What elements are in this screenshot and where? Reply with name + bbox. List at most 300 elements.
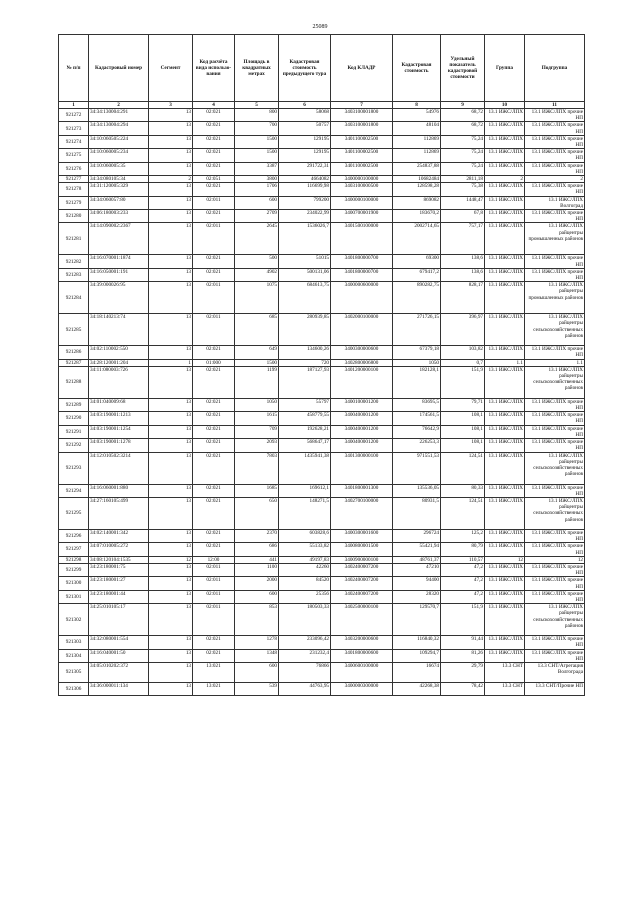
cell-cadastral-number: 34:10:060005:35 bbox=[89, 162, 149, 175]
cell-unit-cost: 79,71 bbox=[441, 398, 485, 411]
cell-cadastral-number: 34:02:140001:342 bbox=[89, 529, 149, 542]
cell-kladr-code: 3400000100000 bbox=[331, 176, 393, 183]
cell-cadastral-number: 34:25:010105:17 bbox=[89, 604, 149, 636]
cell-cadastral-cost: 69300 bbox=[393, 255, 441, 268]
cell-segment: 13 bbox=[149, 196, 193, 209]
cell-cadastral-number: 34:03:190001:1278 bbox=[89, 439, 149, 452]
cell-usage-code: 02:011 bbox=[193, 282, 235, 314]
cell-kladr-code: 3400300000600 bbox=[331, 346, 393, 359]
table-row bbox=[59, 452, 585, 484]
cell-cadastral-cost: 47210 bbox=[393, 563, 441, 576]
cell-group: 13.1 ИЖС/ЛПХ bbox=[485, 636, 525, 649]
column-header: Кадастровый номер bbox=[89, 35, 149, 102]
cell-row-id: 921272 bbox=[59, 109, 89, 122]
cell-kladr-code: 3401100002500 bbox=[331, 135, 393, 148]
cell-segment: 13 bbox=[149, 398, 193, 411]
cell-usage-code: 02:021 bbox=[193, 162, 235, 175]
table-row bbox=[59, 425, 585, 438]
cell-previous-cost: 280939,85 bbox=[279, 314, 331, 346]
cell-kladr-code: 3403200000600 bbox=[331, 636, 393, 649]
cell-unit-cost: 828,17 bbox=[441, 282, 485, 314]
cell-kladr-code: 3400400001200 bbox=[331, 425, 393, 438]
cell-row-id: 921283 bbox=[59, 268, 89, 281]
cell-row-id: 921296 bbox=[59, 529, 89, 542]
cell-segment: 13 bbox=[149, 577, 193, 590]
cell-unit-cost: 47,2 bbox=[441, 590, 485, 603]
cell-usage-code: 02:021 bbox=[193, 122, 235, 135]
table-row bbox=[59, 543, 585, 556]
cell-subgroup: 13.1 ИЖС/ЛПХ райцентры сельскохозяйственных районов bbox=[525, 314, 585, 346]
cell-group: 13.1 ИЖС/ЛПХ bbox=[485, 122, 525, 135]
cell-unit-cost: 151,9 bbox=[441, 604, 485, 636]
cell-group: 13.1 ИЖС/ЛПХ bbox=[485, 412, 525, 425]
cell-kladr-code: 3401300000100 bbox=[331, 452, 393, 484]
cell-segment: 13 bbox=[149, 282, 193, 314]
cell-usage-code: 02:021 bbox=[193, 412, 235, 425]
cell-previous-cost: 50757 bbox=[279, 122, 331, 135]
cell-cadastral-cost: 271726,15 bbox=[393, 314, 441, 346]
cell-cadastral-number: 34:34:130004:294 bbox=[89, 122, 149, 135]
cell-previous-cost: 4664082 bbox=[279, 176, 331, 183]
cell-cadastral-number: 34:02:110002:550 bbox=[89, 346, 149, 359]
cell-usage-code: 02:021 bbox=[193, 529, 235, 542]
cell-segment: 13 bbox=[149, 649, 193, 662]
cell-cadastral-number: 34:39:000026:95 bbox=[89, 282, 149, 314]
cell-row-id: 921294 bbox=[59, 484, 89, 497]
cell-usage-code: 02:021 bbox=[193, 210, 235, 223]
table-row bbox=[59, 484, 585, 497]
cell-subgroup: 2 bbox=[525, 176, 585, 183]
cell-unit-cost: 47,2 bbox=[441, 563, 485, 576]
cell-area: 1500 bbox=[235, 359, 279, 366]
cell-unit-cost: 108,1 bbox=[441, 439, 485, 452]
cell-group: 13.1 ИЖС/ЛПХ bbox=[485, 109, 525, 122]
cell-group: 13.1 ИЖС/ЛПХ bbox=[485, 497, 525, 529]
cell-area: 500 bbox=[235, 255, 279, 268]
cell-unit-cost: 81,26 bbox=[441, 649, 485, 662]
cell-group: 13.1 ИЖС/ЛПХ bbox=[485, 255, 525, 268]
cell-cadastral-cost: 971551,53 bbox=[393, 452, 441, 484]
cell-previous-cost: 129195 bbox=[279, 135, 331, 148]
cell-cadastral-cost: 183670,2 bbox=[393, 210, 441, 223]
cell-previous-cost: 55133,82 bbox=[279, 543, 331, 556]
cell-row-id: 921284 bbox=[59, 282, 89, 314]
cell-row-id: 921277 bbox=[59, 176, 89, 183]
cell-segment: 13 bbox=[149, 183, 193, 196]
cell-cadastral-number: 34:36:000011:134 bbox=[89, 682, 149, 695]
table-row bbox=[59, 346, 585, 359]
cell-row-id: 921286 bbox=[59, 346, 89, 359]
column-header: Удельный показатель кадастровой стоимости bbox=[441, 35, 485, 102]
cell-group: 13.1 ИЖС/ЛПХ bbox=[485, 484, 525, 497]
cell-group: 13.1 ИЖС/ЛПХ bbox=[485, 439, 525, 452]
cell-previous-cost: 291722,31 bbox=[279, 162, 331, 175]
cell-usage-code: 02:021 bbox=[193, 135, 235, 148]
cell-kladr-code: 3403100001800 bbox=[331, 109, 393, 122]
cell-usage-code: 02:021 bbox=[193, 439, 235, 452]
cell-segment: 13 bbox=[149, 529, 193, 542]
cell-group: 13.1 ИЖС/ЛПХ bbox=[485, 425, 525, 438]
cell-row-id: 921275 bbox=[59, 149, 89, 162]
table-row bbox=[59, 366, 585, 398]
table-row bbox=[59, 314, 585, 346]
cell-row-id: 921293 bbox=[59, 452, 89, 484]
cell-area: 685 bbox=[235, 314, 279, 346]
cell-area: 800 bbox=[235, 109, 279, 122]
cell-subgroup: 13.1 ИЖС/ЛПХ прочие НП bbox=[525, 412, 585, 425]
cell-segment: 13 bbox=[149, 662, 193, 682]
column-number: 9 bbox=[441, 102, 485, 109]
column-number-row bbox=[59, 102, 585, 109]
cell-previous-cost: 568647,17 bbox=[279, 439, 331, 452]
cell-row-id: 921291 bbox=[59, 425, 89, 438]
cell-usage-code: 02:021 bbox=[193, 497, 235, 529]
cell-cadastral-number: 34:27:160105:499 bbox=[89, 497, 149, 529]
column-number: 11 bbox=[525, 102, 585, 109]
cell-previous-cost: 231232,4 bbox=[279, 649, 331, 662]
cell-previous-cost: 116699,98 bbox=[279, 183, 331, 196]
cell-subgroup: 13.1 ИЖС/ЛПХ прочие НП bbox=[525, 563, 585, 576]
cell-group: 13.1 ИЖС/ЛПХ bbox=[485, 366, 525, 398]
cell-segment: 13 bbox=[149, 590, 193, 603]
cell-cadastral-number: 34:10:060505:224 bbox=[89, 135, 149, 148]
cell-previous-cost: 44763,95 bbox=[279, 682, 331, 695]
cell-subgroup: 13.1 ИЖС/ЛПХ прочие НП bbox=[525, 484, 585, 497]
cell-area: 1050 bbox=[235, 398, 279, 411]
cell-segment: 13 bbox=[149, 268, 193, 281]
cell-cadastral-number: 34:05:010202:372 bbox=[89, 662, 149, 682]
cell-group: 13.1 ИЖС/ЛПХ bbox=[485, 529, 525, 542]
cell-usage-code: 02:011 bbox=[193, 590, 235, 603]
cell-area: 2709 bbox=[235, 210, 279, 223]
cell-cadastral-number: 34:16:050001:191 bbox=[89, 268, 149, 281]
cell-kladr-code: 3401100002500 bbox=[331, 162, 393, 175]
cell-cadastral-number: 34:11:080003:726 bbox=[89, 366, 149, 398]
cell-unit-cost: 67,8 bbox=[441, 210, 485, 223]
cell-segment: 13 bbox=[149, 314, 193, 346]
cadastral-table bbox=[58, 34, 585, 696]
cell-subgroup: 13.1 ИЖС/ЛПХ прочие НП bbox=[525, 183, 585, 196]
cell-cadastral-cost: 116840,32 bbox=[393, 636, 441, 649]
cell-previous-cost: 42260 bbox=[279, 563, 331, 576]
column-number: 2 bbox=[89, 102, 149, 109]
cell-group: 13.3 СНТ bbox=[485, 662, 525, 682]
cell-group: 13.1 ИЖС/ЛПХ bbox=[485, 649, 525, 662]
cell-usage-code: 13:021 bbox=[193, 662, 235, 682]
cell-usage-code: 02:021 bbox=[193, 649, 235, 662]
cell-previous-cost: 799200 bbox=[279, 196, 331, 209]
cell-usage-code: 02:021 bbox=[193, 109, 235, 122]
table-row bbox=[59, 649, 585, 662]
cell-area: 3800 bbox=[235, 176, 279, 183]
cell-row-id: 921285 bbox=[59, 314, 89, 346]
cell-cadastral-number: 34:16:040001:50 bbox=[89, 649, 149, 662]
column-number: 6 bbox=[279, 102, 331, 109]
cell-kladr-code: 3400700001900 bbox=[331, 210, 393, 223]
cell-area: 600 bbox=[235, 662, 279, 682]
cell-subgroup: 13.3 СНТ/Агрегация Волгограда bbox=[525, 662, 585, 682]
table-row bbox=[59, 359, 585, 366]
cell-previous-cost: 51015 bbox=[279, 255, 331, 268]
cell-kladr-code: 3400000600000 bbox=[331, 282, 393, 314]
cell-segment: 13 bbox=[149, 682, 193, 695]
cell-area: 709 bbox=[235, 425, 279, 438]
cell-usage-code: 02:021 bbox=[193, 268, 235, 281]
cell-row-id: 921274 bbox=[59, 135, 89, 148]
cell-group: 13.3 СНТ bbox=[485, 682, 525, 695]
cell-kladr-code: 3402000100000 bbox=[331, 314, 393, 346]
cell-kladr-code: 3400900000100 bbox=[331, 556, 393, 563]
cell-segment: 13 bbox=[149, 425, 193, 438]
cell-subgroup: 13.1 ИЖС/ЛПХ прочие НП bbox=[525, 529, 585, 542]
cell-row-id: 921299 bbox=[59, 563, 89, 576]
cell-cadastral-number: 34:03:190001:1213 bbox=[89, 412, 149, 425]
cell-row-id: 921278 bbox=[59, 183, 89, 196]
table-row bbox=[59, 662, 585, 682]
cell-row-id: 921298 bbox=[59, 556, 89, 563]
cell-cadastral-number: 34:12:010502:3214 bbox=[89, 452, 149, 484]
cell-previous-cost: 684613,75 bbox=[279, 282, 331, 314]
cell-segment: 13 bbox=[149, 255, 193, 268]
cell-area: 1100 bbox=[235, 563, 279, 576]
cell-unit-cost: 2811,18 bbox=[441, 176, 485, 183]
cell-cadastral-number: 34:03:190001:1254 bbox=[89, 425, 149, 438]
cell-subgroup: 13.1 ИЖС/ЛПХ райцентры сельскохозяйственных районов bbox=[525, 452, 585, 484]
cell-kladr-code: 3400400001200 bbox=[331, 412, 393, 425]
cell-previous-cost: 500131,06 bbox=[279, 268, 331, 281]
cell-group: 13.1 ИЖС/ЛПХ bbox=[485, 590, 525, 603]
cell-kladr-code: 3400100001200 bbox=[331, 398, 393, 411]
table-row bbox=[59, 636, 585, 649]
cell-group: 13.1 ИЖС/ЛПХ bbox=[485, 398, 525, 411]
cell-unit-cost: 68,72 bbox=[441, 109, 485, 122]
cell-unit-cost: 80,33 bbox=[441, 484, 485, 497]
cell-area: 1500 bbox=[235, 149, 279, 162]
table-body bbox=[59, 109, 585, 696]
cell-subgroup: 13.1 ИЖС/ЛПХ райцентры сельскохозяйственных районов bbox=[525, 497, 585, 529]
cell-unit-cost: 91,44 bbox=[441, 636, 485, 649]
cell-unit-cost: 80,79 bbox=[441, 543, 485, 556]
cell-area: 4902 bbox=[235, 268, 279, 281]
cell-cadastral-number: 34:31:120005:329 bbox=[89, 183, 149, 196]
cell-row-id: 921289 bbox=[59, 398, 89, 411]
cell-unit-cost: 0,7 bbox=[441, 359, 485, 366]
cell-cadastral-number: 34:23:180001:75 bbox=[89, 563, 149, 576]
cell-row-id: 921302 bbox=[59, 604, 89, 636]
cell-usage-code: 02:021 bbox=[193, 484, 235, 497]
cell-kladr-code: 3403100001800 bbox=[331, 122, 393, 135]
cell-row-id: 921288 bbox=[59, 366, 89, 398]
table-row bbox=[59, 223, 585, 255]
cell-unit-cost: 124,51 bbox=[441, 452, 485, 484]
cell-kladr-code: 3402700100000 bbox=[331, 497, 393, 529]
table-row bbox=[59, 135, 585, 148]
cell-kladr-code: 3402400007200 bbox=[331, 590, 393, 603]
cell-row-id: 921304 bbox=[59, 649, 89, 662]
cell-kladr-code: 3400800001500 bbox=[331, 543, 393, 556]
table-row bbox=[59, 196, 585, 209]
cell-area: 1500 bbox=[235, 135, 279, 148]
cell-group: 12 bbox=[485, 556, 525, 563]
cell-segment: 13 bbox=[149, 484, 193, 497]
cell-cadastral-cost: 226253,3 bbox=[393, 439, 441, 452]
cell-subgroup: 13.1 ИЖС/ЛПХ райцентры промышленных районов bbox=[525, 282, 585, 314]
cell-area: 2000 bbox=[235, 577, 279, 590]
table-row bbox=[59, 529, 585, 542]
cell-kladr-code: 3400000300000 bbox=[331, 682, 393, 695]
cell-row-id: 921280 bbox=[59, 210, 89, 223]
cell-segment: 13 bbox=[149, 366, 193, 398]
cell-segment: 13 bbox=[149, 162, 193, 175]
table-row bbox=[59, 210, 585, 223]
table-row bbox=[59, 563, 585, 576]
cell-kladr-code: 3400300001600 bbox=[331, 529, 393, 542]
column-number: 5 bbox=[235, 102, 279, 109]
cell-unit-cost: 75,24 bbox=[441, 162, 485, 175]
cell-cadastral-number: 34:28:120001:204 bbox=[89, 359, 149, 366]
cell-kladr-code: 3400600100000 bbox=[331, 662, 393, 682]
cell-cadastral-number: 34:16:070001:1874 bbox=[89, 255, 149, 268]
cell-cadastral-cost: 10682484 bbox=[393, 176, 441, 183]
cell-area: 3387 bbox=[235, 162, 279, 175]
cell-segment: 13 bbox=[149, 210, 193, 223]
cell-kladr-code: 3401800000700 bbox=[331, 268, 393, 281]
cell-cadastral-cost: 182128,1 bbox=[393, 366, 441, 398]
cell-cadastral-number: 34:16:060001:880 bbox=[89, 484, 149, 497]
cell-subgroup: 13.1 ИЖС/ЛПХ прочие НП bbox=[525, 268, 585, 281]
cell-usage-code: 02:021 bbox=[193, 346, 235, 359]
cell-kladr-code: 3401200000100 bbox=[331, 366, 393, 398]
cell-row-id: 921281 bbox=[59, 223, 89, 255]
cell-cadastral-cost: 128598,28 bbox=[393, 183, 441, 196]
table-row bbox=[59, 268, 585, 281]
cell-usage-code: 02:021 bbox=[193, 183, 235, 196]
cell-group: 13.1 ИЖС/ЛПХ bbox=[485, 314, 525, 346]
cell-subgroup: 13.1 ИЖС/ЛПХ прочие НП bbox=[525, 210, 585, 223]
cell-usage-code: 02:021 bbox=[193, 636, 235, 649]
cell-cadastral-cost: 42268,38 bbox=[393, 682, 441, 695]
cell-usage-code: 02:021 bbox=[193, 149, 235, 162]
cell-subgroup: 13.1 ИЖС/ЛПХ прочие НП bbox=[525, 577, 585, 590]
column-number: 7 bbox=[331, 102, 393, 109]
cell-area: 700 bbox=[235, 122, 279, 135]
cell-kladr-code: 3401800000700 bbox=[331, 255, 393, 268]
cell-cadastral-cost: 109294,7 bbox=[393, 649, 441, 662]
cell-previous-cost: 458779,55 bbox=[279, 412, 331, 425]
cell-area: 1706 bbox=[235, 183, 279, 196]
cell-usage-code: 02:021 bbox=[193, 398, 235, 411]
cell-unit-cost: 138,6 bbox=[441, 268, 485, 281]
cell-previous-cost: 134600,26 bbox=[279, 346, 331, 359]
cell-area: 853 bbox=[235, 604, 279, 636]
cell-unit-cost: 68,72 bbox=[441, 122, 485, 135]
cell-unit-cost: 75,38 bbox=[441, 183, 485, 196]
cell-cadastral-number: 34:06:180003:233 bbox=[89, 210, 149, 223]
cell-unit-cost: 125,2 bbox=[441, 529, 485, 542]
cell-cadastral-cost: 112869 bbox=[393, 149, 441, 162]
table-row bbox=[59, 109, 585, 122]
cell-cadastral-number: 34:34:130004:291 bbox=[89, 109, 149, 122]
cell-area: 2370 bbox=[235, 529, 279, 542]
cell-cadastral-cost: 2002714,65 bbox=[393, 223, 441, 255]
cell-subgroup: 13.1 ИЖС/ЛПХ прочие НП bbox=[525, 122, 585, 135]
cell-group: 13.1 ИЖС/ЛПХ bbox=[485, 452, 525, 484]
table-row bbox=[59, 255, 585, 268]
cell-usage-code: 02:011 bbox=[193, 314, 235, 346]
cell-subgroup: 13.1 ИЖС/ЛПХ прочие НП bbox=[525, 162, 585, 175]
cell-cadastral-cost: 94400 bbox=[393, 577, 441, 590]
cell-kladr-code: 3403100000500 bbox=[331, 183, 393, 196]
table-row bbox=[59, 176, 585, 183]
cell-unit-cost: 110,57 bbox=[441, 556, 485, 563]
cell-group: 2 bbox=[485, 176, 525, 183]
cell-previous-cost: 148271,5 bbox=[279, 497, 331, 529]
cell-area: 650 bbox=[235, 497, 279, 529]
cell-previous-cost: 76866 bbox=[279, 662, 331, 682]
cell-subgroup: 13.1 ИЖС/ЛПХ райцентры промышленных районов bbox=[525, 223, 585, 255]
cell-subgroup: 13.1 ИЖС/ЛПХ прочие НП bbox=[525, 346, 585, 359]
cell-usage-code: 02:051 bbox=[193, 176, 235, 183]
cell-area: 2093 bbox=[235, 439, 279, 452]
cell-row-id: 921297 bbox=[59, 543, 89, 556]
page-number: 25089 bbox=[312, 24, 328, 30]
column-number: 8 bbox=[393, 102, 441, 109]
cell-subgroup: 13.1 ИЖС/ЛПХ райцентры сельскохозяйственных районов bbox=[525, 604, 585, 636]
cell-area: 1199 bbox=[235, 366, 279, 398]
cell-previous-cost: 180503,33 bbox=[279, 604, 331, 636]
cell-segment: 13 bbox=[149, 563, 193, 576]
cell-kladr-code: 3402400007200 bbox=[331, 563, 393, 576]
cell-segment: 13 bbox=[149, 412, 193, 425]
cell-subgroup: 13.3 СНТ/Прочие НП bbox=[525, 682, 585, 695]
cell-segment: 13 bbox=[149, 636, 193, 649]
column-header: Площадь в квадратных метрах bbox=[235, 35, 279, 102]
cell-unit-cost: 78,42 bbox=[441, 682, 485, 695]
cell-cadastral-number: 34:34:080105:34 bbox=[89, 176, 149, 183]
cell-previous-cost: 233096,42 bbox=[279, 636, 331, 649]
cell-subgroup: 13.1 ИЖС/ЛПХ прочие НП bbox=[525, 149, 585, 162]
cell-previous-cost: 55797 bbox=[279, 398, 331, 411]
cell-group: 13.1 ИЖС/ЛПХ bbox=[485, 604, 525, 636]
cell-previous-cost: 1536026,7 bbox=[279, 223, 331, 255]
cell-row-id: 921306 bbox=[59, 682, 89, 695]
cell-subgroup: 13.1 ИЖС/ЛПХ прочие НП bbox=[525, 135, 585, 148]
cell-kladr-code: 3401800000600 bbox=[331, 649, 393, 662]
cell-cadastral-number: 34:32:080001:554 bbox=[89, 636, 149, 649]
cell-previous-cost: 25356 bbox=[279, 590, 331, 603]
cell-group: 13.1 ИЖС/ЛПХ bbox=[485, 149, 525, 162]
column-header: Сегмент bbox=[149, 35, 193, 102]
column-header: № п/п bbox=[59, 35, 89, 102]
cell-area: 1348 bbox=[235, 649, 279, 662]
cell-unit-cost: 75,24 bbox=[441, 149, 485, 162]
cell-cadastral-cost: 55421,94 bbox=[393, 543, 441, 556]
cell-kladr-code: 3402400007200 bbox=[331, 577, 393, 590]
cell-usage-code: 02:011 bbox=[193, 577, 235, 590]
cell-group: 13.1 ИЖС/ЛПХ bbox=[485, 282, 525, 314]
table-row bbox=[59, 682, 585, 695]
cell-cadastral-number: 34:18:140213:74 bbox=[89, 314, 149, 346]
cell-cadastral-cost: 1050 bbox=[393, 359, 441, 366]
header-row bbox=[59, 35, 585, 102]
cell-usage-code: 02:021 bbox=[193, 255, 235, 268]
cell-segment: 13 bbox=[149, 497, 193, 529]
cell-kladr-code: 3402800006800 bbox=[331, 359, 393, 366]
cell-row-id: 921301 bbox=[59, 590, 89, 603]
cell-area: 1615 bbox=[235, 412, 279, 425]
column-header: Группа bbox=[485, 35, 525, 102]
cell-unit-cost: 757,17 bbox=[441, 223, 485, 255]
